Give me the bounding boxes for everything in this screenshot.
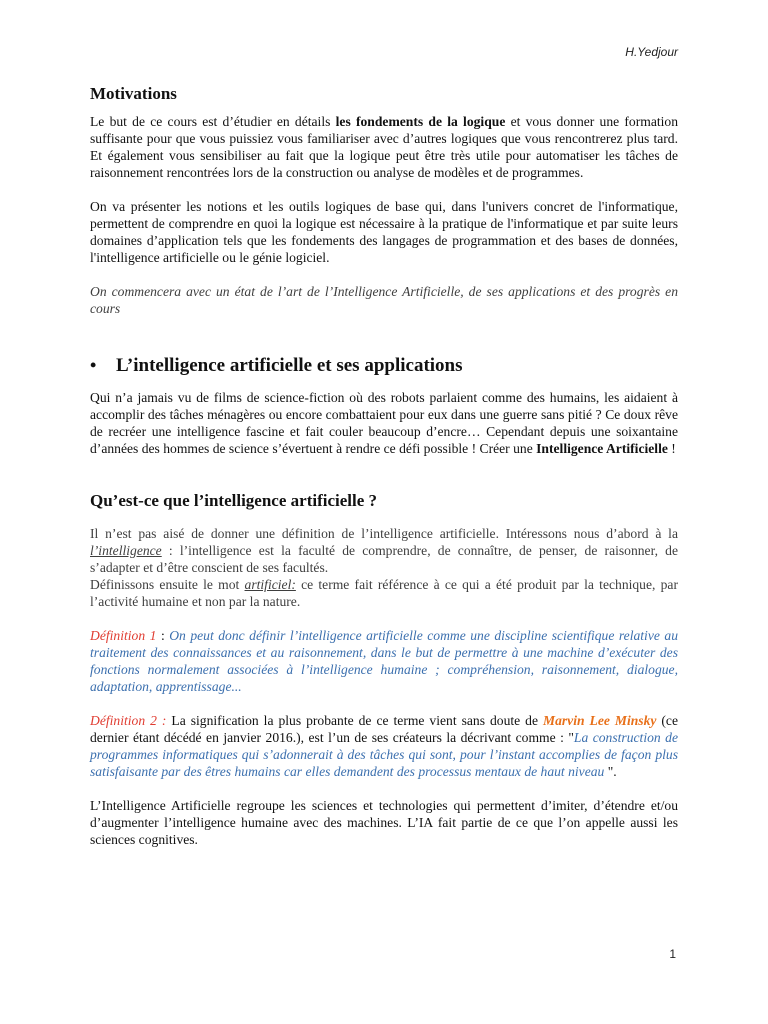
definition-1-text: On peut donc définir l’intelligence artificielle comme une discipline scientifique relative au traitement des connaissances et au raisonnement, dans le but de permettre à une machine d’exécuter des fonctions normalement associées à l’intelligence humaine ; compréhension, raisonnement, dialogue, adaptation, apprentissage... bbox=[90, 628, 678, 694]
definition-1-label: Définition 1 bbox=[90, 628, 157, 643]
text-run: La signification la plus probante de ce terme vient sans doute de bbox=[166, 713, 543, 728]
page-number: 1 bbox=[669, 947, 676, 961]
text-run: (ce dernier étant décédé en janvier 2016.), est l’un de ses créateurs la décrivant comme : " bbox=[90, 713, 678, 745]
definition-2-label: Définition 2 : bbox=[90, 713, 167, 728]
heading-text: L’intelligence artificielle et ses applications bbox=[116, 355, 463, 376]
author-name: Marvin Lee Minsky bbox=[542, 713, 657, 728]
heading-motivations: Motivations bbox=[90, 84, 177, 103]
author-header: H.Yedjour bbox=[625, 45, 678, 59]
text-run: ". bbox=[604, 764, 617, 779]
definition-2-quote: La construction de programmes informatiques qui s’adonnerait à des tâches qui sont, pour l’instant accomplies de façon plus satisfaisante par des êtres humains car elles demandent des processus mentaux de haut niveau bbox=[90, 730, 678, 779]
term-artificiel: artificiel: bbox=[244, 577, 296, 592]
paragraph-definition-2 bbox=[90, 712, 678, 780]
heading-what-is-ia: Qu’est-ce que l’intelligence artificielle ? bbox=[90, 491, 378, 510]
heading-ia-applications bbox=[90, 355, 678, 377]
text-run: ce terme fait référence à ce qui a été produit par la technique, par l’activité humaine et non par la nature. bbox=[90, 577, 678, 609]
paragraph-ia-intro bbox=[90, 389, 678, 457]
text-run: ! bbox=[667, 441, 676, 456]
paragraph-definition-1 bbox=[90, 627, 678, 695]
text-run: Le but de ce cours est d’étudier en détails bbox=[90, 114, 336, 129]
bold-phrase: les fondements de la logique bbox=[335, 114, 506, 129]
bold-phrase: Intelligence Artificielle bbox=[536, 441, 668, 456]
term-intelligence: l’intelligence bbox=[90, 543, 162, 558]
document-body bbox=[90, 84, 678, 848]
paragraph-motivations-2: On va présenter les notions et les outils logiques de base qui, dans l'univers concret de l'informatique, permettent de comprendre en quoi la logique est nécessaire à la pratique de l'informatique et par suite leurs domaines d’application tels que les fondements des langages de programmation et des bases de données, l'intelligence artificielle ou le génie logiciel. bbox=[90, 199, 678, 265]
text-run: et vous donner une formation suffisante pour que vous puissiez vous familiariser avec d’autres logiques que vous rencontrerez plus tard. Et également vous sensibiliser au fait que la logique peut être très utile pour automatiser les tâches de raisonnement rencontrées lors de la construction ou analyse de modèles et de programmes. bbox=[90, 114, 678, 180]
text-run: Il n’est pas aisé de donner une définition de l’intelligence artificielle. Intéressons nous d’abord à la bbox=[90, 526, 678, 541]
text-run: Qui n’a jamais vu de films de science-fiction où des robots parlaient comme des humains, les aidaient à accomplir des tâches ménagères ou encore combattaient pour eux dans une guerre sans pitié ? Ce doux rêve de recréer une intelligence fascine et fait couler beaucoup d’encre… Cependant depuis une soixantaine d’années des hommes de science s’évertuent à rendre ce défi possible ! Créer une bbox=[90, 390, 678, 456]
bullet-icon: • bbox=[90, 355, 97, 375]
paragraph-motivations-3: On commencera avec un état de l’art de l’Intelligence Artificielle, de ses applications et des progrès en cours bbox=[90, 284, 678, 316]
paragraph-intelligence-definition bbox=[90, 525, 678, 576]
text-run: : l’intelligence est la faculté de comprendre, de connaître, de penser, de raisonner, de s’adapter et d’être conscient de ses facultés. bbox=[90, 543, 678, 575]
text-run: Définissons ensuite le mot bbox=[90, 577, 245, 592]
text-run: : bbox=[156, 628, 170, 643]
paragraph-closing: L’Intelligence Artificielle regroupe les sciences et technologies qui permettent d’imiter, d’étendre et/ou d’augmenter l’intelligence humaine avec des machines. L’IA fait partie de ce que l’on appelle aussi les sciences cognitives. bbox=[90, 798, 678, 847]
paragraph-motivations-1 bbox=[90, 113, 678, 181]
paragraph-artificiel-definition bbox=[90, 576, 678, 610]
